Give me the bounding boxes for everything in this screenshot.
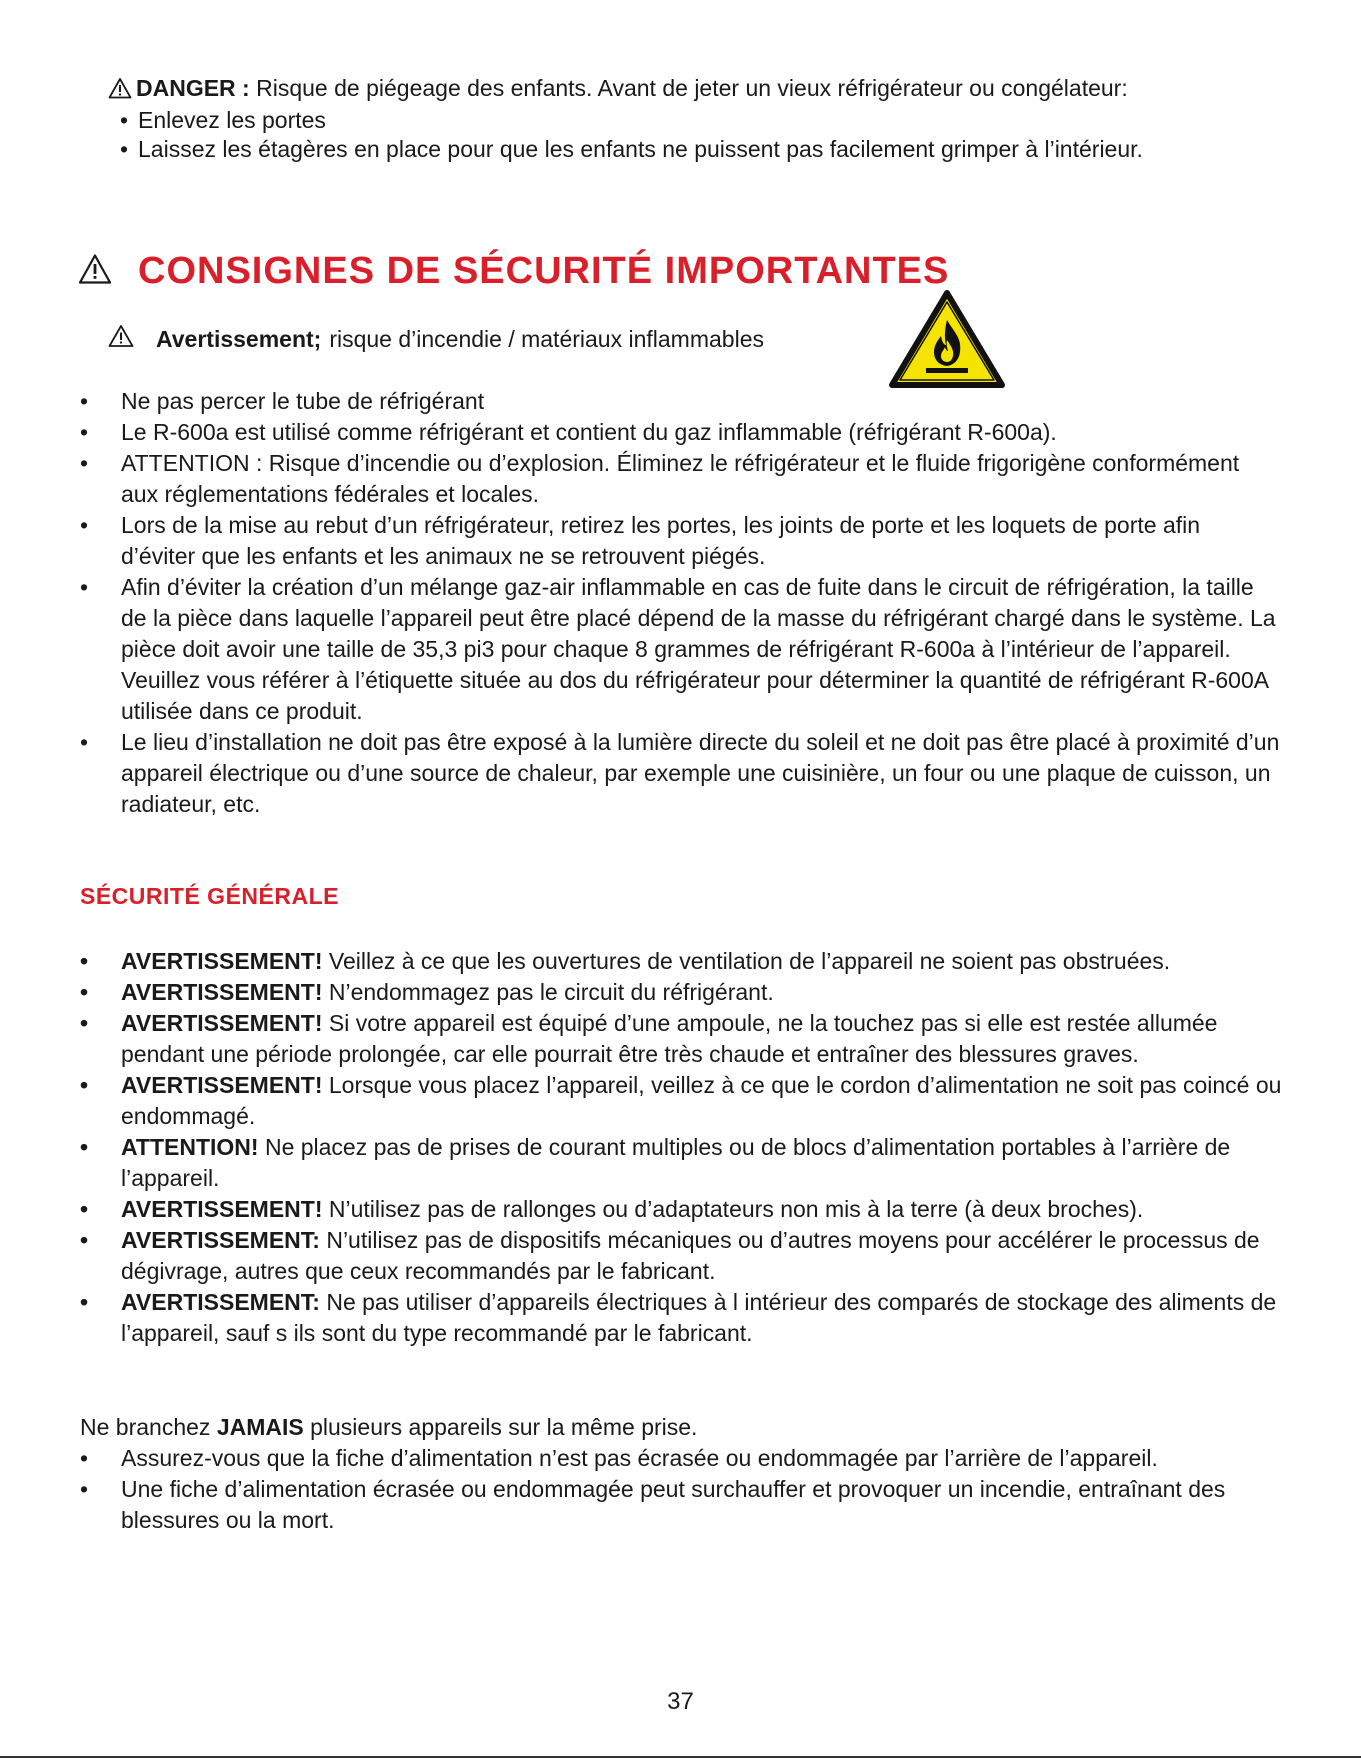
list-item: • Le R-600a est utilisé comme réfrigérant et contient du gaz inflammable (réfrigérant R-600a).: [80, 417, 1280, 448]
item-text: Veillez à ce que les ouvertures de ventilation de l’appareil ne soient pas obstruées.: [322, 948, 1171, 974]
plug-list: [80, 1443, 1280, 1536]
page-bottom-rule: [0, 1756, 1361, 1758]
item-label: AVERTISSEMENT:: [121, 1227, 320, 1253]
item-label: ATTENTION!: [121, 1134, 259, 1160]
list-item: [80, 1194, 1290, 1225]
list-item: • Assurez-vous que la fiche d’alimentation n’est pas écrasée ou endommagée par l’arrière de l’appareil.: [80, 1443, 1241, 1474]
list-item: • Une fiche d’alimentation écrasée ou endommagée peut surchauffer et provoquer un incendie, entraînant des blessures ou la mort.: [80, 1474, 1280, 1536]
danger-line: [108, 74, 1308, 106]
danger-block: [108, 74, 1308, 164]
danger-label: DANGER :: [136, 75, 250, 101]
warning-triangle-icon: [78, 253, 112, 290]
jamais-before: Ne branchez: [80, 1414, 217, 1440]
jamais-after: plusieurs appareils sur la même prise.: [303, 1414, 698, 1440]
flammable-sign-icon: [888, 290, 1006, 393]
item-label: AVERTISSEMENT!: [121, 1072, 323, 1098]
flammable-list: [80, 386, 1280, 820]
list-item: [80, 1287, 1290, 1349]
list-item: • Afin d’éviter la création d’un mélange gaz-air inflammable en cas de fuite dans le circuit de réfrigération, la taille de la pièce dans laquelle l’appareil peut être placé dépend de la masse du réfrigérant chargé dans le système. La pièce doit avoir une taille de 35,3 pi3 pour chaque 8 grammes de réfrigérant R-600a à l’intérieur de l’appareil. Veuillez vous référer à l’étiquette située au dos du réfrigérateur pour déterminer la quantité de réfrigérant R-600A utilisée dans ce produit.: [80, 572, 1280, 727]
page-title: CONSIGNES DE SÉCURITÉ IMPORTANTES: [138, 250, 950, 292]
item-text: Si votre appareil est équipé d’une ampoule, ne la touchez pas si elle est restée allumée pendant une période prolongée, car elle pourrait être très chaude et entraîner des blessures graves.: [121, 1010, 1218, 1067]
item-label: AVERTISSEMENT!: [121, 1010, 323, 1036]
list-item: • Laissez les étagères en place pour que les enfants ne puissent pas facilement grimper à l’intérieur.: [120, 135, 1158, 164]
list-item: • Enlevez les portes: [120, 106, 1308, 135]
flammable-warning-label: Avertissement;: [156, 325, 322, 352]
list-item: [80, 1225, 1290, 1287]
item-label: AVERTISSEMENT!: [121, 979, 323, 1005]
danger-text: Risque de piégeage des enfants. Avant de jeter un vieux réfrigérateur ou congélateur:: [249, 75, 1128, 101]
item-text: N’utilisez pas de dispositifs mécaniques ou d’autres moyens pour accélérer le processus de dégivrage, autres que ceux recommandés par le fabricant.: [121, 1227, 1260, 1284]
warning-triangle-icon: [108, 324, 134, 354]
list-item: [80, 977, 1290, 1008]
jamais-emphasis: JAMAIS: [216, 1414, 304, 1440]
list-item: • ATTENTION : Risque d’incendie ou d’explosion. Éliminez le réfrigérateur et le fluide frigorigène conformément aux réglementations fédérales et locales.: [80, 448, 1280, 510]
item-text: N’utilisez pas de rallonges ou d’adaptateurs non mis à la terre (à deux broches).: [322, 1196, 1144, 1222]
jamais-line: [80, 1412, 697, 1443]
flammable-warning: [108, 324, 764, 354]
main-title-row: [78, 250, 949, 293]
list-item: [80, 1070, 1290, 1132]
general-safety-list: [80, 946, 1290, 1349]
item-text: N’endommagez pas le circuit du réfrigérant.: [322, 979, 774, 1005]
section-heading-general: SÉCURITÉ GÉNÉRALE: [80, 883, 339, 909]
item-label: AVERTISSEMENT!: [121, 948, 323, 974]
list-item: [80, 1132, 1290, 1194]
item-text: Lorsque vous placez l’appareil, veillez à ce que le cordon d’alimentation ne soit pas coincé ou endommagé.: [121, 1072, 1282, 1129]
list-item: • Ne pas percer le tube de réfrigérant: [80, 386, 1280, 417]
warning-triangle-icon: [108, 77, 132, 106]
list-item: [80, 1008, 1290, 1070]
danger-list: [108, 106, 1308, 164]
item-text: Ne placez pas de prises de courant multiples ou de blocs d’alimentation portables à l’arrière de l’appareil.: [121, 1134, 1231, 1191]
list-item: • Lors de la mise au rebut d’un réfrigérateur, retirez les portes, les joints de porte et les loquets de porte afin d’éviter que les enfants et les animaux ne se retrouvent piégés.: [80, 510, 1280, 572]
item-text: Ne pas utiliser d’appareils électriques à l intérieur des comparés de stockage des aliments de l’appareil, sauf s ils sont du type recommandé par le fabricant.: [121, 1289, 1277, 1346]
flammable-warning-text: risque d’incendie / matériaux inflammables: [329, 325, 764, 352]
list-item: [80, 946, 1290, 977]
list-item: • Le lieu d’installation ne doit pas être exposé à la lumière directe du soleil et ne doit pas être placé à proximité d’un appareil électrique ou d’une source de chaleur, par exemple une cuisinière, un four ou une plaque de cuisson, un radiateur, etc.: [80, 727, 1280, 820]
item-label: AVERTISSEMENT:: [121, 1289, 320, 1315]
page-number: 37: [667, 1688, 694, 1715]
item-label: AVERTISSEMENT!: [121, 1196, 323, 1222]
